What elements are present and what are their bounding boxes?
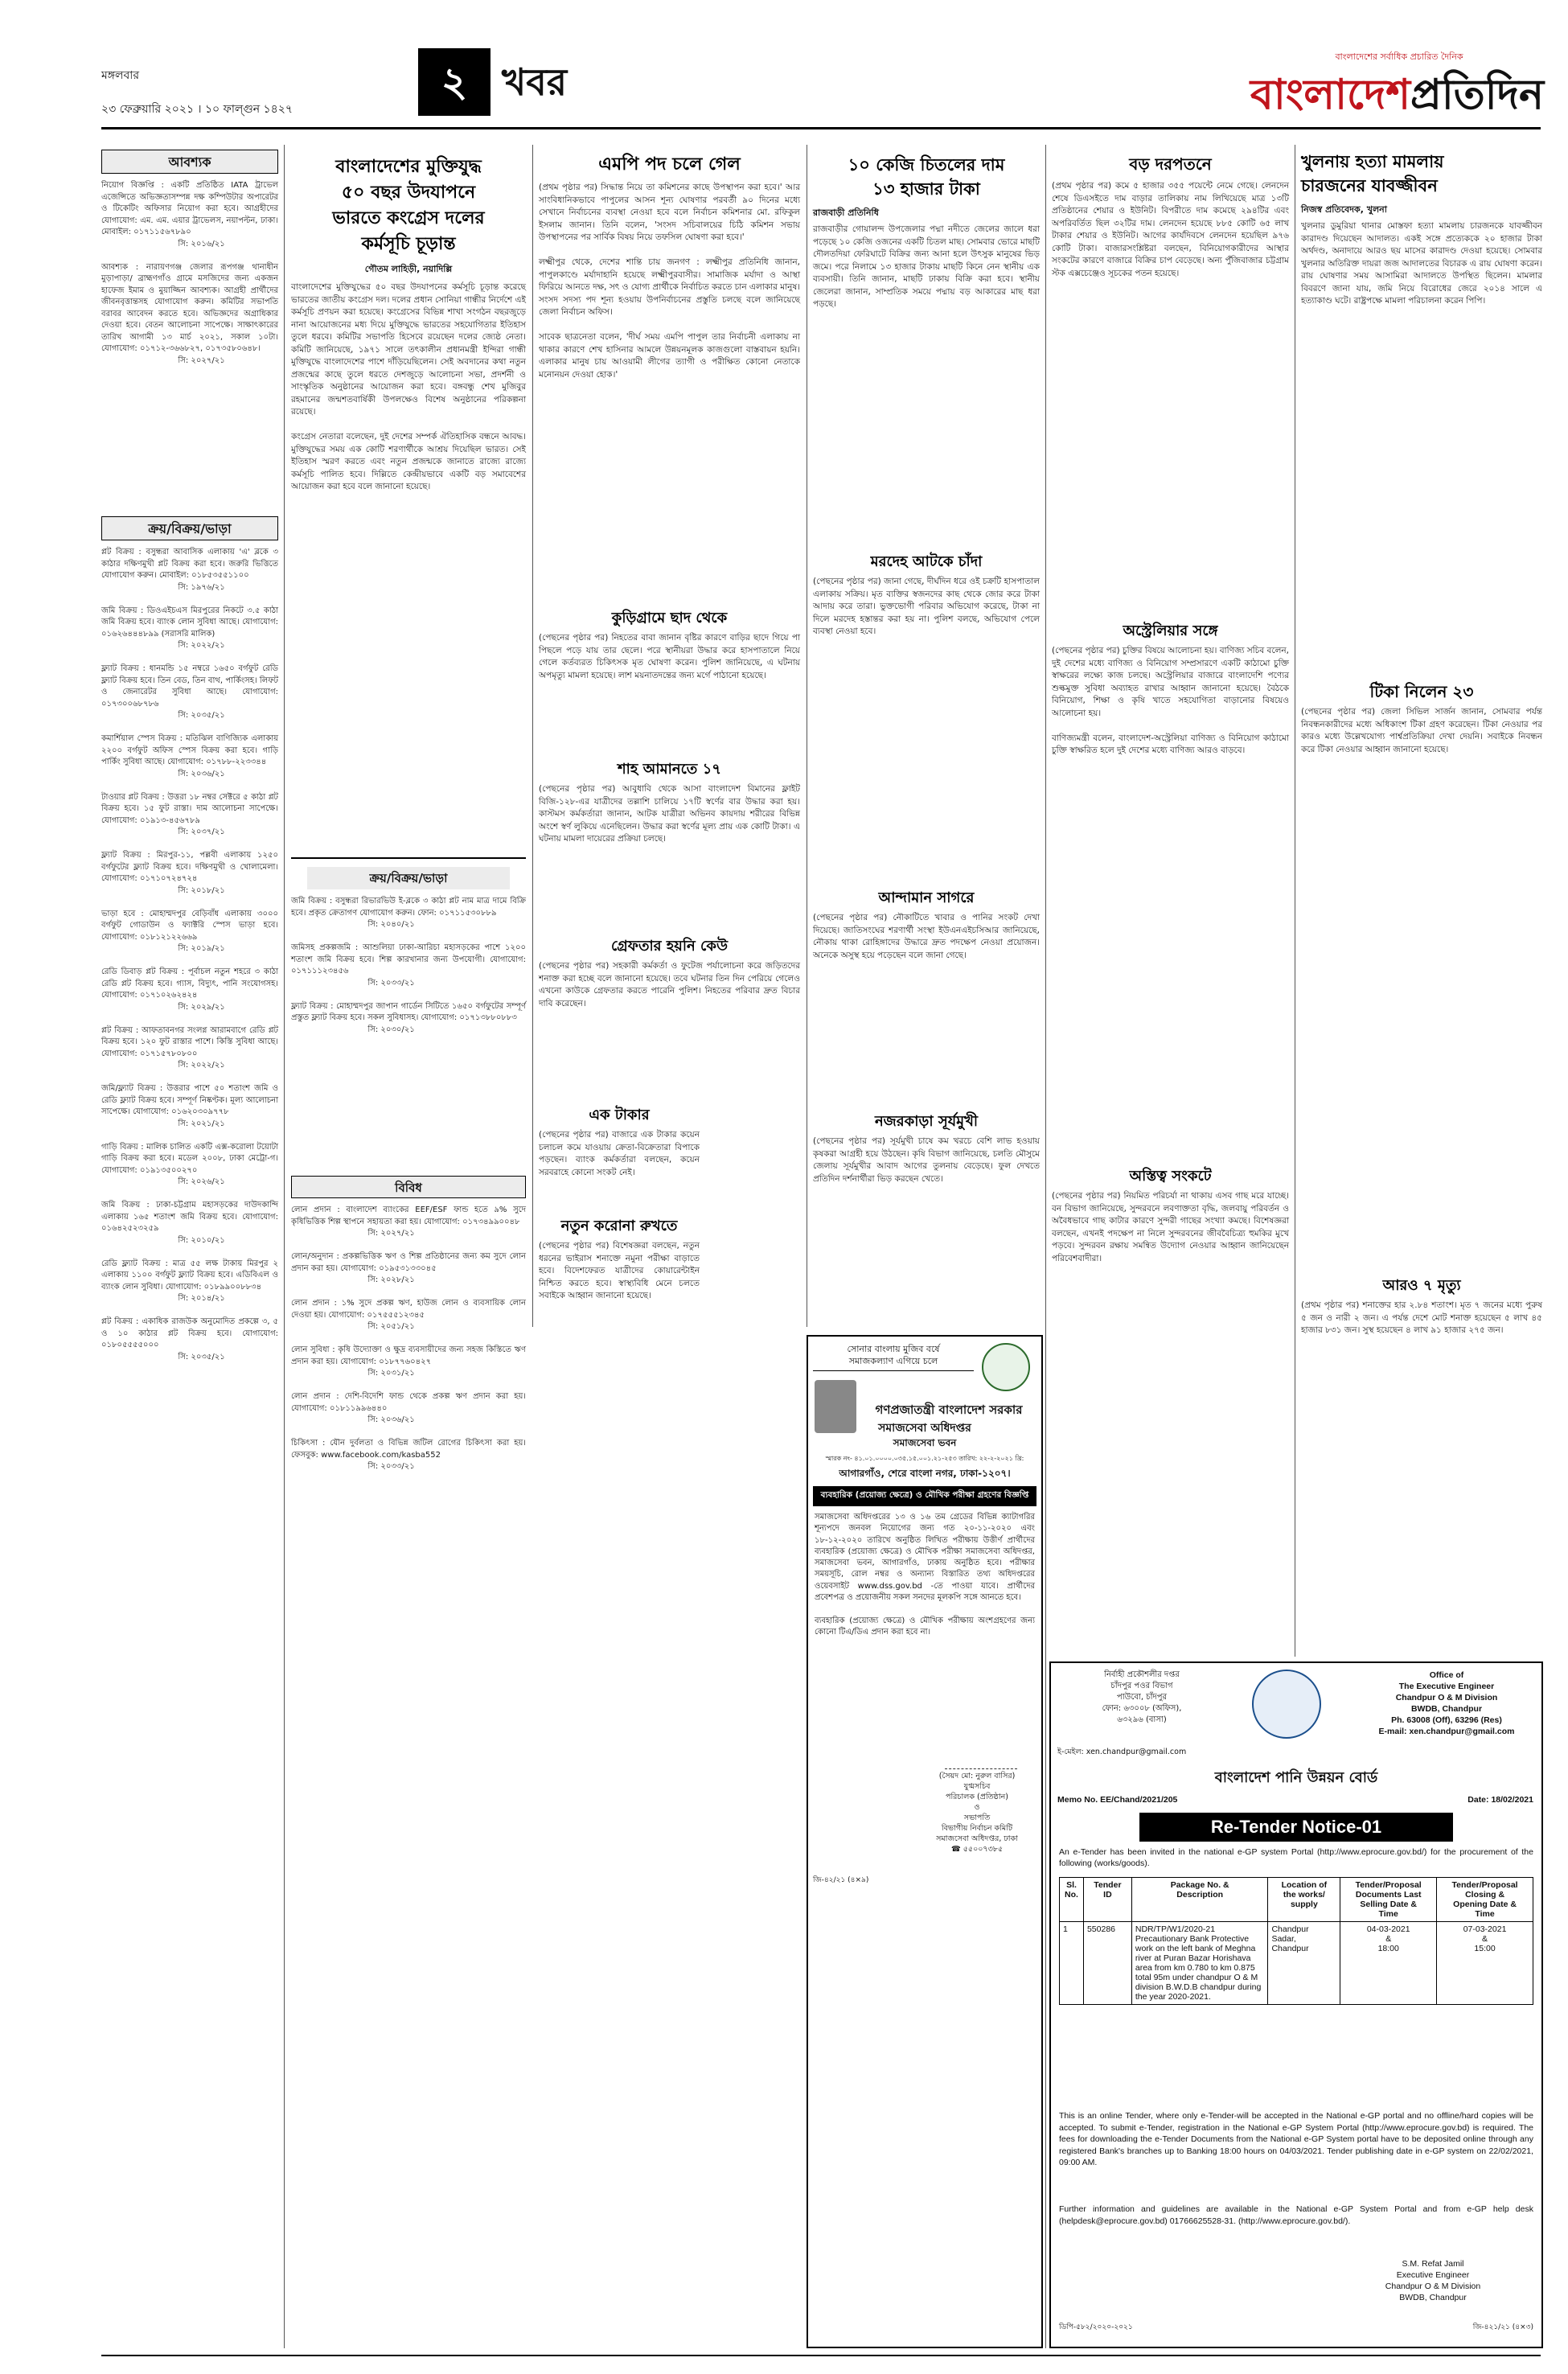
article-headline: খুলনায় হত্যা মামলায় চারজনের যাবজ্জীবন [1301,152,1444,195]
article-body: (পেছনের পৃষ্ঠার পর) নিহতের বাবা জানান বৃষ্টির কারণে বাড়ির ছাদে গিয়ে পা পিছলে পড়ে যায় তার ছেলে। পরে স্থানীয়রা উদ্ধার করে হাসপাতালে নিয়ে গেলে কর্তব্যরত চিকিৎসক মৃত ঘোষণা করেন। পুলিশ জানিয়েছে, এ ঘটনায় অপমৃত্যু মামলা হয়েছে। লাশ ময়নাতদন্তের জন্য মর্গে পাঠানো হয়েছে। [539,633,803,680]
article-body: রাজবাড়ীর গোয়ালন্দ উপজেলার পদ্মা নদীতে জেলের জালে ধরা পড়েছে ১০ কেজি ওজনের একটি চিতল মাছ। সোমবার ভোরে মাছটি দৌলতদিয়া ফেরিঘাটে বিক্রির জন্য আনা হলে উৎসুক মানুষের ভিড় জমে। পরে নিলামে ১৩ হাজার টাকায় মাছটি কিনে নেন স্থানীয় এক ব্যবসায়ী। তিনি জানান, মাছটি ঢাকায় বিক্রি করা হবে। স্থানীয় জেলেরা জানান, সাম্প্রতিক সময়ে পদ্মায় বড় আকারের মাছ ধরা পড়ছে। [813,224,1043,309]
classified-text: প্লট বিক্রয় : বসুন্ধরা আবাসিক এলাকায় 'এ' ব্লকে ৩ কাঠার দক্ষিণমুখী প্লট বিক্রয় করা হবে। জরুরি ভিত্তিতে যোগাযোগ করুন। মোবাইল: ০১৮৫৩৫৫১১০০ সি: ১৯৭৬/২১ জমি বিক্রয় : ডিওএইচএস মিরপুরের নিকটে ৩.৫ কাঠা জমি বিক্রয় হবে। ব্যাংক লোন সুবিধা আছে। যোগাযোগ: ০১৬২৬৪৪৪৮৯৯ (সরাসরি মালিক) সি: ২০২২/২১ ফ্ল্যাট বিক্রয় : ধানমন্ডি ১৫ নম্বরে ১৬৫০ বর্গফুট রেডি ফ্ল্যাট বিক্রয় হবে। তিন বেড, তিন বাথ, পার্কিংসহ। লিফট ও জেনারেটর সুবিধা আছে। যোগাযোগ: ০১৭৩০০৬৮৭৮৬ সি: ২০৩৫/২১ কমার্শিয়াল স্পেস বিক্রয় : মতিঝিল বাণিজ্যিক এলাকায় ২২০০ বর্গফুট অফিস স্পেস বিক্রয় করা হবে। গাড়ি পার্কিং সুবিধা আছে। যোগাযোগ: ০১৭৮৮-২২৩৩৪৪ সি: ২০৩৬/২১ টাওয়ার প্লট বিক্রয় : উত্তরা ১৮ নম্বর সেক্টরে ৫ কাঠা প্লট বিক্রয় হবে। ১৫ ফুট রাস্তা। দাম আলোচনা সাপেক্ষে। যোগাযোগ: ০১৯১৩-৪৫৬৭৮৯ সি: ২০৩৭/২১ ফ্ল্যাট বিক্রয় : মিরপুর-১১, পল্লবী এলাকায় ১২৫০ বর্গফুটের ফ্ল্যাট বিক্রয় হবে। দক্ষিণমুখী ও খোলামেলা। যোগাযোগ: ০১৭১০৭২৪৭২৪ সি: ২০১৮/২১ ভাড়া হবে : মোহাম্মদপুর বেড়িবাঁধ এলাকায় ৩০০০ বর্গফুট গোডাউন ও ফ্যাক্টরি স্পেস ভাড়া হবে। যোগাযোগ: ০১৮১২১২২৬৬৯ সি: ২০১৯/২১ রেডি ডিবাড় প্লট বিক্রয় : পূর্বাচল নতুন শহরে ৩ কাঠা রেডি প্লট বিক্রয় হবে। গ্যাস, বিদ্যুৎ, পানি সংযোগসহ। যোগাযোগ: ০১৭১০২৬২৪২৪ সি: ২০২৯/২১ প্লট বিক্রয় : আফতাবনগর সংলগ্ন আরামবাগে রেডি প্লট বিক্রয় হবে। ১২০ ফুট রাস্তার পাশে। কিস্তি সুবিধা আছে। যোগাযোগ: ০১৭১৫৭৮০৮০০ সি: ২০২২/২১ জমি/ফ্ল্যাট বিক্রয় : উত্তরার পাশে ৫০ শতাংশ জমি ও রেডি ফ্ল্যাট বিক্রয় হবে। সম্পূর্ণ নিষ্কণ্টক। মূল্য আলোচনা সাপেক্ষে। যোগাযোগ: ০১৬২০৩০৯৭৭৮ সি: ২০২১/২১ গাড়ি বিক্রয় : মালিক চালিত একটি এক্স-করোলা টয়োটা গাড়ি বিক্রয় করা হবে। মডেল ২০০৮, ঢাকা মেট্রো-গ। যোগাযোগ: ০১৯১৩৫০০২৭০ সি: ২০২৬/২১ জমি বিক্রয় : ঢাকা-চট্টগ্রাম মহাসড়কের দাউদকান্দি এলাকায় ১৬৫ শতাংশ জমি বিক্রয় হবে। যোগাযোগ: ০১৬৪২৫২৩২৫৯ সি: ২০১০/২১ রেডি ফ্ল্যাট বিক্রয় : মাত্র ৫৫ লক্ষ টাকায় মিরপুর ২ এলাকায় ১১০০ বর্গফুট ফ্ল্যাট বিক্রয় হবে। এডিবিএল ও ব্যাংক লোন সুবিধা। যোগাযোগ: ০১৮৯৯০০৮৮৩৪ সি: ২০১৪/২১ প্লট বিক্রয় : একাধিক রাজউক অনুমোদিত প্রকল্পে ৩, ৫ ও ১০ কাঠার প্লট বিক্রয় হবে। যোগাযোগ: ০১৮০৫৫৫৫০০০ সি: ২০৩৫/২১ [101,548,278,1362]
bwdb-email-bn: ই-মেইল: xen.chandpur@gmail.com [1057,1748,1187,1756]
gov-signer: (সৈয়দ মো: নুরুল বাসির) যুগ্মসচিব পরিচালক (প্রতিষ্ঠান) ও সভাপতি বিভাগীয় নির্বাচন কমিটি সমাজসেবা অধিদপ্তর, ঢাকা ☎ ৫৫০০৭৩৮৫ [936,1772,1018,1854]
classified-text: নিয়োগ বিজ্ঞপ্তি : একটি প্রতিষ্ঠিত IATA ট্রাভেল এজেন্সিতে অভিজ্ঞতাসম্পন্ন দক্ষ কম্পিউটার অপারেটর ও টিকেটিং অফিসার নিয়োগ করা হবে। আগ্রহীদের যোগাযোগ: এম. এম. এয়ার ট্রাভেলস, নয়াপল্টন, ঢাকা। মোবাইল: ০১৭১১৫৬৭৮৯০ সি: ২০১৬/২১ আবশ্যক : নারায়ণগঞ্জ জেলার রূপগঞ্জ থানাধীন মুড়াপাড়া/ ব্রাহ্মণগাঁও গ্রামে মসজিদের জন্য একজন হাফেজ ইমাম ও মুয়াজ্জিন আবশ্যক। আগ্রহী প্রার্থীদের জীবনবৃত্তান্তসহ যোগাযোগ করুন। কমিটির সভাপতি বরাবর আবেদন করতে হবে। অভিজ্ঞদের অগ্রাধিকার দেওয়া হবে। বেতন আলোচনা সাপেক্ষে। সাক্ষাৎকারের তারিখ আগামী ১৩ মার্চ ২০২১, সকাল ১০টা। যোগাযোগ: ০১৭১২-৩৬৬৮২৭, ০১৭৩৫৮০৬৪৮। সি: ২০২৭/২১ [101,181,278,365]
tender-table-header: Package No. & Description [1131,1878,1268,1922]
article-subhead: নজরকাড়া সূর্যমুখী [874,1113,979,1130]
gov-notice-title: ব্যবহারিক (প্রয়োজ্য ক্ষেত্রে) ও মৌখিক পরীক্ষা গ্রহণের বিজ্ঞপ্তি [813,1486,1036,1506]
article-body: (পেছনের পৃষ্ঠার পর) নিয়মিত পরিচর্যা না থাকায় এসব গাছ মরে যাচ্ছে। বন বিভাগ জানিয়েছে, সুন্দরবনে লবণাক্ততা বৃদ্ধি, জলবায়ু পরিবর্তন ও অবৈধভাবে গাছ কাটার কারণে সুন্দরী গাছের সংখ্যা কমছে। বিশেষজ্ঞরা বলছেন, এখনই পদক্ষেপ না নিলে সুন্দরবনের জীববৈচিত্র্য হুমকির মুখে পড়বে। সুন্দরবন রক্ষায় সমন্বিত উদ্যোগ নেওয়ার আহ্বান জানিয়েছেন পরিবেশবাদীরা। [1052,1191,1292,1263]
signature-image [945,1748,1017,1769]
retender-body: This is an online Tender, where only e-Tender-will be accepted in the National e-GP portal and no offline/hard copies will be accepted. To submit e-Tender, registration in the National e-GP System Portal (http://www.eprocure.gov.bd) is required. The fees for downloading the e-Tender Documents from the National e-GP System portal have to be deposited online through any registered Bank's branches up to Banking 18:00 hours on 04/03/2021. Tender publishing date in e-GP system on 22/02/2021, 09:00 AM. [1059,2111,1536,2167]
article-body: বাংলাদেশের মুক্তিযুদ্ধের ৫০ বছর উদযাপনের কর্মসূচি চূড়ান্ত করেছে ভারতের জাতীয় কংগ্রেস দল। দলের প্রধান সোনিয়া গান্ধীর নির্দেশে এই কর্মসূচি প্রণয়ন করা হয়েছে। কংগ্রেসের বিভিন্ন শাখা সংগঠন বছরজুড়ে নানা আয়োজনের মধ্য দিয়ে মুক্তিযুদ্ধে ভারতের সহযোগিতার ইতিহাস তুলে ধরবে। কমিটির সভাপতি হিসেবে রয়েছেন দলের জ্যেষ্ঠ নেতা। কমিটি জানিয়েছে, ১৯৭১ সালে তৎকালীন প্রধানমন্ত্রী ইন্দিরা গান্ধী মুক্তিযুদ্ধে বাংলাদেশের পাশে দাঁড়িয়েছিলেন। সেই অবদানের কথা নতুন প্রজন্মের কাছে তুলে ধরতে দেশজুড়ে আলোচনা সভা, প্রদর্শনী ও সাংস্কৃতিক অনুষ্ঠানের আয়োজন করা হবে। বঙ্গবন্ধু শেখ মুজিবুর রহমানের জন্মশতবার্ষিকী উপলক্ষেও বিশেষ অনুষ্ঠানের পরিকল্পনা রয়েছে। কংগ্রেস নেতারা বলেছেন, দুই দেশের সম্পর্ক ঐতিহাসিক বন্ধনে আবদ্ধ। মুক্তিযুদ্ধের সময় এক কোটি শরণার্থীকে আশ্রয় দিয়েছিল ভারত। সেই ইতিহাস স্মরণ করতে এবং নতুন প্রজন্মকে জানাতে রাজ্যে রাজ্যে কর্মসূচি পালিত হবে। দিল্লিতে কেন্দ্রীয়ভাবে একটি বড় সমাবেশের আয়োজন করা হবে বলে জানানো হয়েছে। [291,282,526,491]
table-cell: Chandpur Sadar, Chandpur [1268,1922,1340,2005]
column-3 [539,150,803,1332]
tender-table-header: Tender/Proposal Closing & Opening Date & Time [1437,1878,1533,1922]
article-headline: বাংলাদেশের মুক্তিযুদ্ধ ৫০ বছর উদযাপনে ভারতে কংগ্রেস দলের কর্মসূচি চূড়ান্ত [332,157,485,254]
gov-address: আগারগাঁও, শেরে বাংলা নগর, ঢাকা-১২০৭। [839,1468,1011,1479]
article-subhead: অস্ট্রেলিয়ার সঙ্গে [1123,622,1218,639]
paper-logo [1222,63,1544,127]
tender-table-header: Location of the works/ supply [1268,1878,1340,1922]
table-cell: 1 [1060,1922,1084,2005]
retender-title: Re-Tender Notice-01 [1139,1813,1453,1842]
memo-number: Memo No. EE/Chand/2021/205 [1057,1795,1178,1805]
article-byline: গৌতম লাহিড়ী, নয়াদিল্লি [364,264,453,274]
retender-body: Further information and guidelines are available in the National e-GP System Portal and from e-GP help desk (helpdesk@eprocure.gov.bd) 01766625528-31. (http://www.eprocure.gov.bd/). [1059,2204,1536,2226]
masthead [0,0,1568,145]
column-divider [284,145,285,2348]
article-body: (প্রথম পৃষ্ঠার পর) সিদ্ধান্ত নিয়ে তা কমিশনের কাছে উপস্থাপন করা হবে।' আর সাংবিধানিকভাবে পাপুলের আসন শূন্য ঘোষণার পরবর্তী ৯০ দিনের মধ্যে সেখানে নির্বাচনের ব্যবস্থা নেওয়া হবে বলে নির্বাচন কমিশনার মো. রফিকুল ইসলাম জানান। তিনি বলেন, 'সংসদ সচিবালয়ের চিঠি কমিশন সভায় উপস্থাপনের পর সার্বিক বিষয় নিয়ে তফসিল ঘোষণা করা হবে।' লক্ষ্মীপুর থেকে, দেশের শান্তি চায় জনগণ : লক্ষ্মীপুর প্রতিনিধি জানান, পাপুলকাণ্ডে মর্যাদাহানি হয়েছে লক্ষ্মীপুরবাসীর। সামাজিক মর্যাদা ও আস্থা ফিরিয়ে আনতে দক্ষ, সৎ ও যোগ্য প্রার্থীকে নির্বাচিত করতে চান এলাকার মানুষ। সংসদ সদস্য পদ শূন্য হওয়ায় উপনির্বাচনের প্রস্তুতি চলছে বলে জানিয়েছে জেলা নির্বাচন অফিস। সাবেক ছাত্রনেতা বলেন, 'দীর্ঘ সময় এমপি পাপুল তার নির্বাচনী এলাকায় না থাকার কারণে শেখ হাসিনার আমলে উন্নয়নমূলক কাজগুলো বাস্তবায়ন হয়নি। এলাকার মানুষ চায় আওয়ামী লীগের ত্যাগী ও পরীক্ষিত কোনো নেতাকে মনোনয়ন দেওয়া হোক।' [539,183,800,380]
article-subhead: আরও ৭ মৃত্যু [1382,1277,1461,1294]
gov-bhaban: সমাজসেবা ভবন [893,1437,957,1448]
page-number-badge: ২ [418,48,491,116]
tender-table [1059,1877,1533,2005]
article-byline: রাজবাড়ী প্রতিনিধি [813,207,879,218]
retender-signer: S.M. Refat Jamil Executive Engineer Chandpur O & M Division BWDB, Chandpur [1385,2259,1481,2302]
table-cell: 04-03-2021 & 18:00 [1340,1922,1437,2005]
column-divider [1045,145,1046,2348]
article-body: (পেছনের পৃষ্ঠার পর) জানা গেছে, দীর্ঘদিন ধরে ওই চক্রটি হাসপাতাল এলাকায় সক্রিয়। মৃত ব্যক্তির স্বজনদের কাছ থেকে জোর করে টাকা আদায় করে তারা। ভুক্তভোগী পরিবার অভিযোগ করেছে, টাকা না দিলে মরদেহ হস্তান্তর করা হয় না। পুলিশ বলছে, অভিযোগ পেলে ব্যবস্থা নেওয়া হবে। [813,577,1043,636]
tender-table-header: Tender ID [1083,1878,1131,1922]
bwdb-office-en: Office of The Executive Engineer Chandpur O & M Division BWDB, Chandpur Ph. 63008 (Off), 63296 (Res) E-mail: xen.chandpur@gmail.com [1378,1670,1515,1736]
gov-seal-icon [982,1343,1030,1391]
table-cell: 550286 [1083,1922,1131,2005]
article-subhead: গ্রেফতার হয়নি কেউ [611,938,728,955]
article-subhead: মরদেহ আটকে চাঁদা [870,553,983,570]
gov-dept: সমাজসেবা অধিদপ্তর [878,1422,971,1435]
article-byline: নিজস্ব প্রতিবেদক, খুলনা [1301,204,1387,215]
column-divider [532,145,533,1327]
column-2 [291,150,526,2353]
gov-notice-body: সমাজসেবা অধিদপ্তরের ১৩ ও ১৬ তম গ্রেডের বিভিন্ন ক্যাটাগরির শূন্যপদে জনবল নিয়োগের জন্য গত ২০-১১-২০২০ এবং ১৮-১২-২০২০ তারিখে অনুষ্ঠিত লিখিত পরীক্ষায় উত্তীর্ণ প্রার্থীদের ব্যবহারিক (প্রয়োজ্য ক্ষেত্রে) ও মৌখিক পরীক্ষা সমাজসেবা অধিদপ্তর, সমাজসেবা ভবন, আগারগাঁও, ঢাকায় অনুষ্ঠিত হবে। পরীক্ষার সময়সূচি, রোল নম্বর ও অন্যান্য বিস্তারিত তথ্য অধিদপ্তরের ওয়েবসাইট www.dss.gov.bd -তে পাওয়া যাবে। প্রার্থীদের প্রবেশপত্র ও প্রয়োজনীয় সকল সনদের মূলকপি সঙ্গে আনতে হবে। ব্যবহারিক (প্রয়োজ্য ক্ষেত্রে) ও মৌখিক পরীক্ষায় অংশগ্রহণের জন্য কোনো টিএ/ডিএ প্রদান করা হবে না। [815,1513,1035,1637]
article-subhead: আন্দামান সাগরে [878,889,975,906]
article-body: (পেছনের পৃষ্ঠার পর) নৌকাটিতে খাবার ও পানির সংকট দেখা দিয়েছে। জাতিসংঘের শরণার্থী সংস্থা ইউএনএইচসিআর জানিয়েছে, নৌকায় থাকা রোহিঙ্গাদের উদ্ধারে দ্রুত পদক্ষেপ নেওয়া প্রয়োজন। অনেকে অসুস্থ হয়ে পড়েছেন বলে জানা গেছে। [813,913,1043,960]
article-body: (পেছনের পৃষ্ঠার পর) সহকারী কর্মকর্তা ও ফুটেজ পর্যালোচনা করে জড়িতদের শনাক্ত করা হচ্ছে বলে জানানো হয়েছে। তবে ঘটনার তিন দিন পেরিয়ে গেলেও এখনো কাউকে গ্রেফতার করতে পারেনি পুলিশ। নিহতের পরিবার দ্রুত বিচার দাবি করেছেন। [539,961,803,1008]
bwdb-code-left: ডিপি-৫৮২/২০২০-২০২১ [1059,2323,1133,2331]
article-subhead: শাহ আমানতে ১৭ [618,761,721,778]
article-subhead: নতুন করোনা রুখতে [560,1218,678,1234]
classified-text: লোন প্রদান : বাংলাদেশ ব্যাংকের EEF/ESF ফান্ড হতে ৯% সুদে কৃষিভিত্তিক শিল্প স্থাপনে সহায়তা করা হয়। যোগাযোগ: ০১৭৩৪৯৯০০৪৮ সি: ২০২৭/২১ লোন/অনুদান : প্রকল্পভিত্তিক ঋণ ও শিল্প প্রতিষ্ঠানের জন্য কম সুদে লোন প্রদান করা হয়। যোগাযোগ: ০১৯৫৩১৩৩০৪৫ সি: ২০২৮/২১ লোন প্রদান : ১% সুদে প্রকল্প ঋণ, হাউজ লোন ও ব্যবসায়িক লোন দেওয়া হয়। যোগাযোগ: ০১৭৫৫৫১২৩৪৫ সি: ২০৫১/২১ লোন সুবিধা : কৃষি উদ্যোক্তা ও ক্ষুদ্র ব্যবসায়ীদের জন্য সহজ কিস্তিতে ঋণ প্রদান করা হয়। যোগাযোগ: ০১৮৭৭৬০৪২৭ সি: ২০৩১/২১ লোন প্রদান : দেশি-বিদেশি ফান্ড থেকে প্রকল্প ঋণ প্রদান করা হয়। যোগাযোগ: ০১৮১১৯৯৬৪৪০ সি: ২০৩৬/২১ চিকিৎসা : যৌন দুর্বলতা ও বিভিন্ন জটিল রোগের চিকিৎসা করা হয়। ফেসবুক: www.facebook.com/kasba552 সি: ২০৩৩/২১ [291,1205,526,1471]
table-cell: NDR/TP/W1/2020-21 Precautionary Bank Protective work on the left bank of Meghna river at Puran Bazar Horishava area from km 0.780 to km 0.875 total 95m under chandpur O & M division B.W.D.B chandpur during the year 2020-2021. [1131,1922,1268,2005]
gov-memo: স্মারক নং- ৪১.০১.০০০০.০৩৫.১৫.০০১.২১-২৫৩ তারিখ: ২২-২-২০২১ খ্রি: [825,1455,1024,1462]
table-cell: 07-03-2021 & 15:00 [1437,1922,1533,2005]
classified-text: জমি বিক্রয় : বসুন্ধরা রিভারভিউ ই-ব্লকে ৩ কাঠা প্লট নাম মাত্র দামে বিক্রি হবে। প্রকৃত ক্রেতাগণ যোগাযোগ করুন। ফোন: ০১৭১১৫৩০৮৮৯ সি: ২০৪০/২১ জমিসহ প্রকল্পজমি : আশুলিয়া ঢাকা-আরিচা মহাসড়কের পাশে ১২০০ শতাংশ জমি বিক্রয় হবে। শিল্প কারখানার জন্য উপযোগী। যোগাযোগ: ০১৭১১১২৩৪৫৬ সি: ২০৩৩/২১ ফ্ল্যাট বিক্রয় : মোহাম্মদপুর জাপান গার্ডেন সিটিতে ১৬৫০ বর্গফুটের সম্পূর্ণ প্রস্তুত ফ্ল্যাট বিক্রয় হবে। সকল সুবিধাসহ। যোগাযোগ: ০১৭১৩৮৮০৮৮৩ সি: ২০৩০/২১ [291,897,526,1034]
gov-title: গণপ্রজাতন্ত্রী বাংলাদেশ সরকার [875,1403,1023,1417]
paper-tagline: বাংলাদেশের সর্বাধিক প্রচারিত দৈনিক [1335,51,1463,62]
masthead-date: ২৩ ফেব্রুয়ারি ২০২১ । ১০ ফাল্গুন ১৪২৭ [101,103,293,116]
gov-ad-top-line: সোনার বাংলায় মুজিব বর্ষে সমাজকল্যাণ এগিয়ে চলে [813,1343,974,1371]
column-6 [1301,150,1545,1653]
article-headline: ১০ কেজি চিতলের দাম ১৩ হাজার টাকা [848,155,1005,199]
article-subhead: কুড়িগ্রামে ছাদ থেকে [611,610,728,626]
tender-table-header-row [1060,1878,1533,1922]
classified-header: ক্রয়/বিক্রয়/ভাড়া [101,516,278,540]
column-5 [1052,150,1292,1653]
masthead-rule [101,127,1541,129]
article-body: (পেছনের পৃষ্ঠার পর) চুক্তির বিষয়ে আলোচনা হয়। বাণিজ্য সচিব বলেন, দুই দেশের মধ্যে বাণিজ্য ও বিনিয়োগ সম্প্রসারণে একটি কাঠামো চুক্তি স্বাক্ষরের লক্ষ্যে কাজ চলছে। অস্ট্রেলিয়ার বাজারে বাংলাদেশি পণ্যের শুল্কমুক্ত সুবিধা অব্যাহত রাখার আহ্বান জানানো হয়েছে। বৈঠকে বিনিয়োগ, শিক্ষা ও কৃষি খাতে সহযোগিতা বাড়ানোর বিষয়েও আলোচনা হয়। বাণিজ্যমন্ত্রী বলেন, বাংলাদেশ-অস্ট্রেলিয়া বাণিজ্য ও বিনিয়োগ কাঠামো চুক্তি স্বাক্ষরিত হলে দুই দেশের মধ্যে বাণিজ্য আরও বাড়বে। [1052,646,1290,755]
bwdb-office-bn: নির্বাহী প্রকৌশলীর দপ্তর চাঁদপুর পওর বিভাগ পাউবো, চাঁদপুর ফোন: ৬৩০০৮ (অফিস), ৬৩২৯৬ (বাসা) [1102,1670,1182,1724]
divider [291,857,526,859]
classified-header: আবশ্যক [101,150,278,174]
article-body: (প্রথম পৃষ্ঠার পর) শনাক্তের হার ২.৮৪ শতাংশ। মৃত ৭ জনের মধ্যে পুরুষ ৫ জন ও নারী ২ জন। এ পর্যন্ত দেশে মোট শনাক্ত হয়েছেন ৫ লাখ ৪৫ হাজার ৮৩১ জন। সুস্থ হয়েছেন ৪ লাখ ৯১ হাজার ২৭৫ জন। [1301,1300,1545,1335]
bwdb-name: বাংলাদেশ পানি উন্নয়ন বোর্ড [1214,1769,1378,1786]
article-body: (পেছনের পৃষ্ঠার পর) বাজারে এক টাকার কয়েন চলাচল কমে যাওয়ায় ক্রেতা-বিক্রেতারা বিপাকে পড়ছেন। ব্যাংক কর্মকর্তারা বলছেন, কয়েন সরবরাহে কোনো সংকট নেই। [539,1130,703,1177]
article-body: (প্রথম পৃষ্ঠার পর) কমে ৫ হাজার ৩৫৫ পয়েন্টে নেমে গেছে। লেনদেন শেষে ডিএসইতে দাম বাড়ার তালিকায় নাম লিখিয়েছে মাত্র ১৩টি প্রতিষ্ঠানের শেয়ার ও ইউনিট। বিপরীতে দাম কমেছে ২৯৪টির এবং অপরিবর্তিত ছিল ৩২টির দাম। লেনদেন হয়েছে ৮৮৫ কোটি ৬৫ লাখ টাকার শেয়ার ও ইউনিট। আগের কার্যদিবসে লেনদেন হয়েছিল ৯৭৬ কোটি টাকা। বাজারসংশ্লিষ্টরা বলছেন, বিনিয়োগকারীদের আস্থার সংকটের কারণে বাজারে বিক্রির চাপ বেড়েছে। অন্য পুঁজিবাজার চট্টগ্রাম স্টক এক্সচেঞ্জেও সূচকের পতন হয়েছে। [1052,181,1292,278]
classifieds-column [101,150,278,2353]
article-body: (পেছনের পৃষ্ঠার পর) জেলা সিভিল সার্জন জানান, সোমবার পর্যন্ত নিবন্ধনকারীদের মধ্যে অধিকাংশ টিকা গ্রহণ করেছেন। টিকা নেওয়ার পর কারও মধ্যে উল্লেখযোগ্য পার্শ্বপ্রতিক্রিয়া দেখা দেয়নি। সবাইকে নিবন্ধন করে টিকা নেওয়ার আহ্বান জানানো হয়েছে। [1301,707,1545,754]
paper-logo-part2: প্রতিদিন [1410,71,1544,119]
gov-ad-box [807,1335,1043,2348]
article-subhead: এক টাকার [589,1107,650,1123]
article-headline: বড় দরপতনে [1129,154,1212,174]
gov-ad-code: জি-৪২/২১ (৪×৯) [813,1876,869,1884]
article-body: (পেছনের পৃষ্ঠার পর) আবুধাবি থেকে আসা বাংলাদেশ বিমানের ফ্লাইট বিজি-১২৮-এর যাত্রীদের তল্লাশি চালিয়ে ১৭টি স্বর্ণের বার উদ্ধার করা হয়। কাস্টমস কর্মকর্তারা জানান, আটক যাত্রীরা অভিনব কায়দায় শরীরের বিভিন্ন অংশে স্বর্ণ লুকিয়ে এনেছিলেন। উদ্ধার করা স্বর্ণের মূল্য প্রায় এক কোটি টাকা। এ ঘটনায় মামলা দায়েরের প্রক্রিয়া চলছে। [539,784,803,844]
paper-logo-part1: বাংলাদেশ [1250,71,1411,119]
article-body: (পেছনের পৃষ্ঠার পর) সূর্যমুখী চাষে কম খরচে বেশি লাভ হওয়ায় কৃষকরা আগ্রহী হয়ে উঠছেন। কৃষি বিভাগ জানিয়েছে, চলতি মৌসুমে জেলায় সূর্যমুখীর আবাদ আগের তুলনায় বেড়েছে। ফুল দেখতে প্রতিদিন দর্শনার্থীরা ভিড় করছেন খেতে। [813,1136,1043,1184]
bwdb-code-right: জি-৪২১/২১ (৪×৩) [1472,2323,1533,2331]
section-title: খবর [502,60,568,104]
article-subhead: টিকা নিলেন ২৩ [1369,682,1474,701]
article-subhead: অস্তিত্ব সংকটে [1129,1168,1212,1185]
bwdb-logo-icon [1252,1670,1321,1739]
column-4 [813,150,1043,1332]
memo-date: Date: 18/02/2021 [1467,1795,1533,1805]
classified-header: ক্রয়/বিক্রয়/ভাড়া [307,867,510,889]
page-bottom-rule [101,2355,1541,2356]
article-body: খুলনার ডুমুরিয়া থানার মোস্তফা হত্যা মামলায় চারজনকে যাবজ্জীবন কারাদণ্ড দিয়েছেন আদালত। একই সঙ্গে প্রত্যেককে ২০ হাজার টাকা অর্থদণ্ড, অনাদায়ে আরও ছয় মাসের কারাদণ্ড দেওয়া হয়েছে। সোমবার খুলনার অতিরিক্ত দায়রা জজ আদালতের বিচারক এ রায় ঘোষণা করেন। রায় ঘোষণার সময় আসামিরা আদালতে উপস্থিত ছিলেন। মামলার বিবরণে জানা যায়, জমি নিয়ে বিরোধের জেরে ২০১৪ সালে এ হত্যাকাণ্ড ঘটে। রাষ্ট্রপক্ষে মামলা পরিচালনা করেন পিপি। [1301,221,1545,306]
retender-intro: An e-Tender has been invited in the national e-GP system Portal (http://www.eprocure.gov.bd/) for the procurement of the following (works/goods). [1059,1847,1536,1868]
classified-header: বিবিধ [291,1176,526,1198]
article-body: (পেছনের পৃষ্ঠার পর) বিশেষজ্ঞরা বলছেন, নতুন ধরনের ভাইরাস শনাক্তে নমুনা পরীক্ষা বাড়াতে হবে। বিদেশফেরত যাত্রীদের কোয়ারেন্টাইন নিশ্চিত করতে হবে। স্বাস্থ্যবিধি মেনে চলতে সবাইকে আহ্বান জানানো হয়েছে। [539,1241,703,1300]
tender-table-header: Sl. No. [1060,1878,1084,1922]
bwdb-tender-box [1049,1661,1543,2348]
table-row [1060,1922,1533,2005]
tender-table-header: Tender/Proposal Documents Last Selling Date & Time [1340,1878,1437,1922]
article-headline: এমপি পদ চলে গেল [598,154,741,175]
masthead-date-day: মঙ্গলবার [101,69,140,82]
